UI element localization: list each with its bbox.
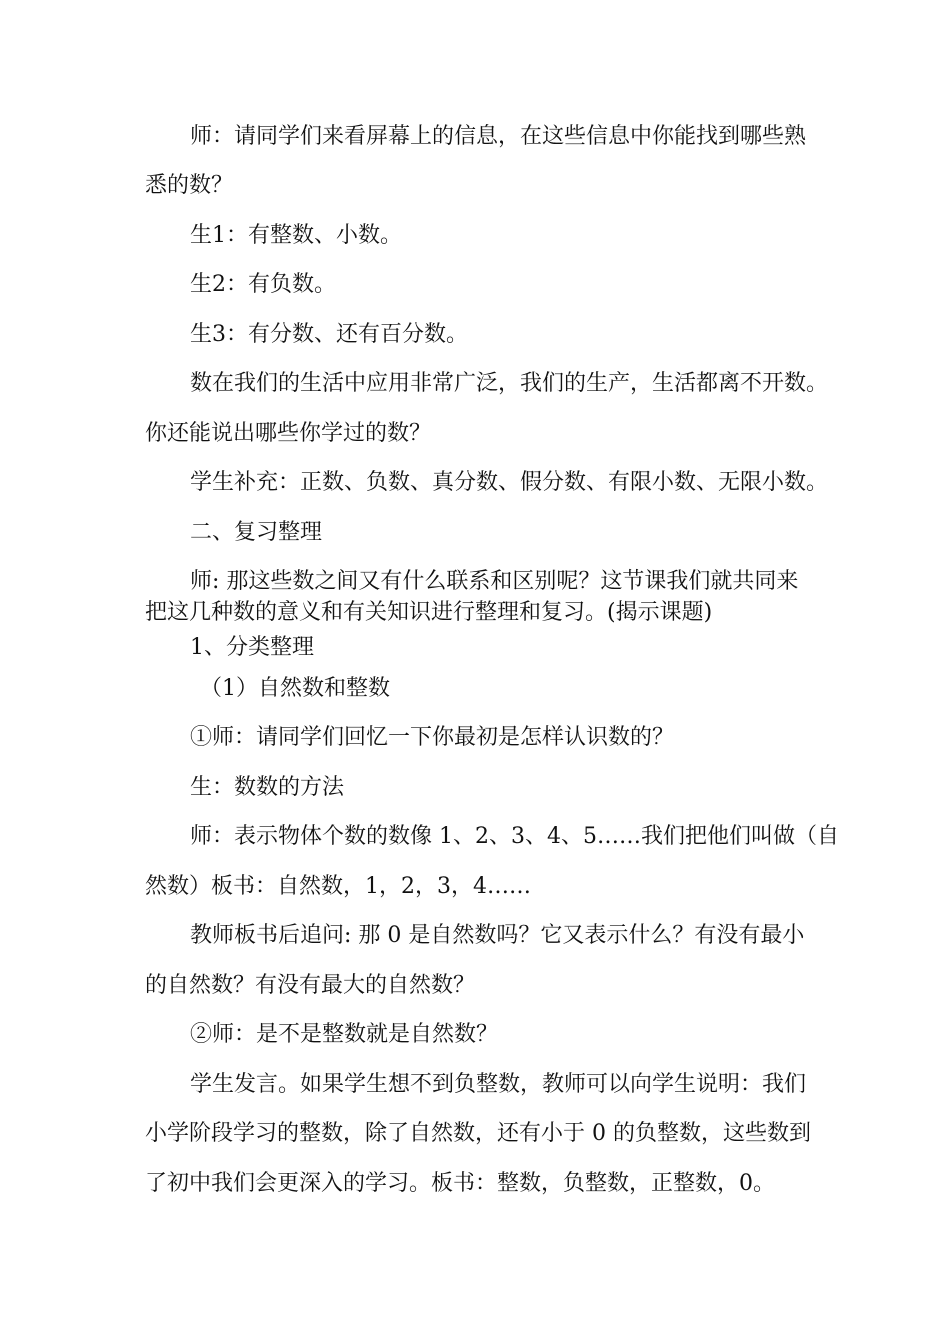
paragraph-line: 生3：有分数、还有百分数。	[190, 322, 468, 347]
paragraph-line: 学生发言。如果学生想不到负整数，教师可以向学生说明：我们	[190, 1072, 807, 1097]
paragraph-line: 生：数数的方法	[190, 775, 345, 800]
paragraph-line: 生1：有整数、小数。	[190, 223, 402, 248]
paragraph-line: 的自然数？有没有最大的自然数？	[145, 973, 476, 998]
paragraph-line: 小学阶段学习的整数，除了自然数，还有小于 0 的负整数，这些数到	[145, 1121, 811, 1146]
paragraph-line: 了初中我们会更深入的学习。板书：整数，负整数，正整数，0。	[145, 1171, 775, 1196]
paragraph-line: 悉的数？	[145, 173, 234, 198]
subsection-heading: 1、分类整理	[190, 635, 314, 660]
paragraph-line: 把这几种数的意义和有关知识进行整理和复习。(揭示课题)	[145, 600, 713, 625]
paragraph-line: 生2：有负数。	[190, 272, 336, 297]
paragraph-line: 学生补充：正数、负数、真分数、假分数、有限小数、无限小数。	[190, 470, 829, 495]
paragraph-line: 你还能说出哪些你学过的数？	[145, 421, 432, 446]
paragraph-line: ②师：是不是整数就是自然数？	[190, 1022, 499, 1047]
paragraph-line: ①师：请同学们回忆一下你最初是怎样认识数的？	[190, 725, 675, 750]
paragraph-line: 教师板书后追问: 那 0 是自然数吗？它又表示什么？有没有最小	[190, 923, 805, 948]
paragraph-line: 数在我们的生活中应用非常广泛，我们的生产，生活都离不开数。	[190, 371, 829, 396]
paragraph-line: 师：请同学们来看屏幕上的信息，在这些信息中你能找到哪些熟	[190, 124, 807, 149]
paragraph-line: 师: 那这些数之间又有什么联系和区别呢？这节课我们就共同来	[190, 569, 799, 594]
paragraph-line: 师：表示物体个数的数像 1、2、3、4、5……我们把他们叫做（自	[190, 824, 839, 849]
section-heading: 二、复习整理	[190, 520, 323, 545]
subsection-heading: （1）自然数和整数	[200, 676, 390, 701]
paragraph-line: 然数）板书：自然数，1，2，3，4……	[145, 874, 531, 899]
